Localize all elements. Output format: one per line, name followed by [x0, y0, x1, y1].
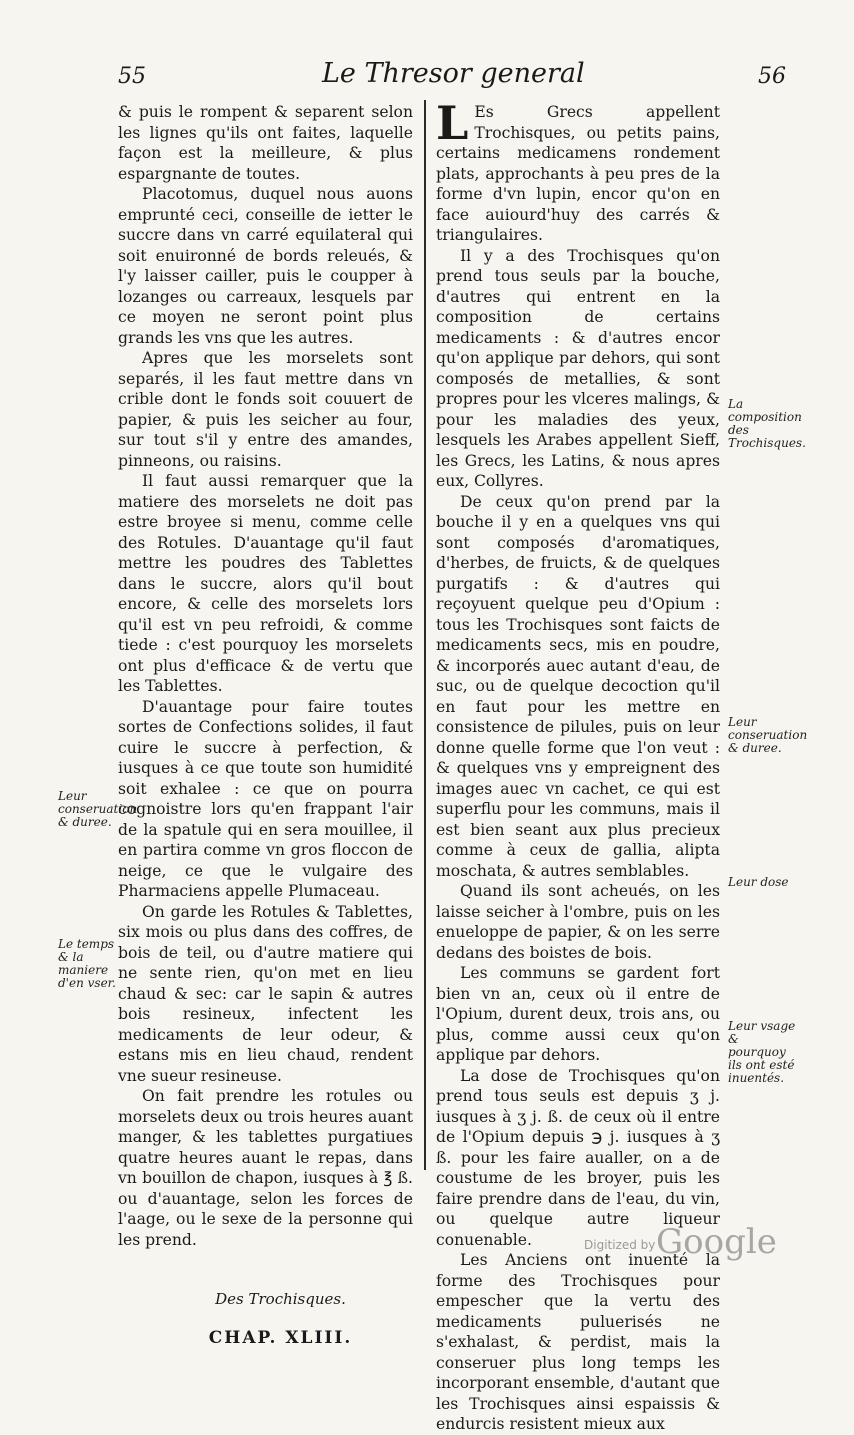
running-title: Le Thresor general: [322, 58, 585, 89]
chapter-heading: CHAP. XLIII.: [208, 1328, 353, 1348]
running-header: [0, 56, 854, 96]
paragraph: Apres que les morselets sont separés, il les faut mettre dans vn crible dont le fonds soit couuert de papier, & puis les seicher au four, sur tout s'il y entre des amandes, pinneons, ou raisins.: [118, 349, 413, 470]
margin-note: La composition des Trochisques.: [728, 397, 806, 450]
margin-note: Le temps & la maniere d'en vser.: [58, 937, 116, 990]
paragraph: Il y a des Trochisques qu'on prend tous seuls par la bouche, d'autres qui entrent en la composition de certains medicaments : & d'autres encor qu'on applique par dehors, qui sont composés de metallies, & sont propres pour les vlceres malings, & pour les maladies des yeux, lesquels les Arabes appellent Sieff, les Grecs, les Latins, & nous apres eux, Collyres.: [436, 246, 720, 490]
paragraph: Quand ils sont acheués, on les laisse seicher à l'ombre, puis on les enueloppe de papier, & on les serre dedans des boistes de bois.: [436, 882, 720, 962]
digitized-watermark: [584, 1222, 777, 1266]
paragraph: [436, 96, 720, 246]
left-column: [118, 102, 413, 1348]
paragraph: On fait prendre les rotules ou morselets deux ou trois heures auant manger, & les tablettes purgatiues quatre heures auant le repas, dans vn bouillon de chapon, iusques à ℥ ß. ou d'auantage, selon les forces de l'aage, ou le sexe de la personne qui les prend.: [118, 1087, 413, 1249]
paragraph: Placotomus, duquel nous auons emprunté ceci, conseille de ietter le succre dans vn carré equilateral qui soit enuironné de bords releués, & l'y laisser cailler, puis le coupper à lozanges ou carreaux, lesquels par ce moyen ne seront point plus grands les vns que les autres.: [118, 185, 413, 347]
margin-note: Leur conseruation & duree.: [728, 715, 808, 755]
paragraph-text: Es Grecs appellent Trochisques, ou petits pains, certains medicamens rondement plats, approchants à peu pres de la forme d'vn lupin, encor qu'on en face auiourd'huy des carrés & triangulaires.: [436, 103, 720, 244]
google-logo: Google: [656, 1222, 777, 1262]
paragraph: On garde les Rotules & Tablettes, six mois ou plus dans des coffres, de bois de teil, ou d'autre matiere qui ne sente rien, qu'on met en lieu chaud & sec: car le sapin & autres bois resineux, infectent les medicaments de leur odeur, & estans mis en lieu chaud, rendent vne sueur resineuse.: [118, 902, 413, 1085]
paragraph: Les communs se gardent fort bien vn an, ceux où il entre de l'Opium, durent deux, trois ans, ou plus, comme aussi ceux qu'on applique par dehors.: [436, 964, 720, 1064]
paragraph: Il faut aussi remarquer que la matiere des morselets ne doit pas estre broyee si menu, comme celle des Rotules. D'auantage qu'il faut mettre les poudres des Tablettes dans le succre, alors qu'il bout encore, & celle des morselets lors qu'il est vn peu refroidi, & comme tiede : c'est pourquoy les morselets ont plus d'efficace & de vertu que les Tablettes.: [118, 472, 413, 695]
watermark-caption: Digitized by: [584, 1238, 656, 1252]
page-number-left: 55: [118, 64, 146, 89]
margin-note: Leur conseruation & duree.: [58, 789, 138, 829]
column-divider: [424, 100, 426, 1170]
margin-note: Leur dose: [728, 875, 789, 889]
paragraph: De ceux qu'on prend par la bouche il y en a quelques vns qui sont composés d'aromatiques, d'herbes, de fruicts, & de quelques purgatifs : & d'autres qui reçoyuent quelque peu d'Opium : tous les Trochisques sont faicts de medicaments secs, mis en poudre, & incorporés auec autant d'eau, de suc, ou de quelque decoction qu'il en faut pour les mettre en consistence de pilules, puis on leur donne quelle forme que l'on veut : & quelques vns y empreignent des images auec vn cachet, ce qui est superflu pour les communs, mais il est bien seant aux plus precieux comme à ceux de gallia, alipta moschata, & autres semblables.: [436, 492, 720, 880]
paragraph: La dose de Trochisques qu'on prend tous seuls est depuis ʒ j. iusques à ʒ j. ß. de ceux où il entre de l'Opium depuis ℈ j. iusques à ʒ ß. pour les faire aualler, on a de coustume de les broyer, puis les faire prendre dans de l'eau, du vin, ou quelque autre liqueur conuenable.: [436, 1066, 720, 1249]
page-number-right: 56: [758, 64, 786, 89]
drop-cap: L: [436, 96, 469, 150]
section-title: Des Trochisques.: [215, 1290, 346, 1308]
paragraph: Les Anciens ont inuenté la forme des Trochisques pour empescher que la vertu des medicaments puluerisés ne s'exhalast, & perdist, mais la conseruer plus long temps les incorporant ensemble, d'autant que les Trochisques ainsi espaissis & endurcis resistent mieux aux: [436, 1251, 720, 1433]
paragraph: & puis le rompent & separent selon les lignes qu'ils ont faites, laquelle façon est la meilleure, & plus espargnante de toutes.: [118, 103, 413, 183]
margin-note: Leur vsage & pourquoy ils ont esté inuentés.: [728, 1019, 796, 1085]
paragraph: D'auantage pour faire toutes sortes de Confections solides, il faut cuire le succre à perfection, & iusques à ce que toute son humidité soit exhalee : ce que on pourra cognoistre lors qu'en frappant l'air de la spatule qui en sera mouillee, il en partira comme vn gros floccon de neige, ce que le vulgaire des Pharmaciens appelle Plumaceau.: [118, 697, 413, 900]
